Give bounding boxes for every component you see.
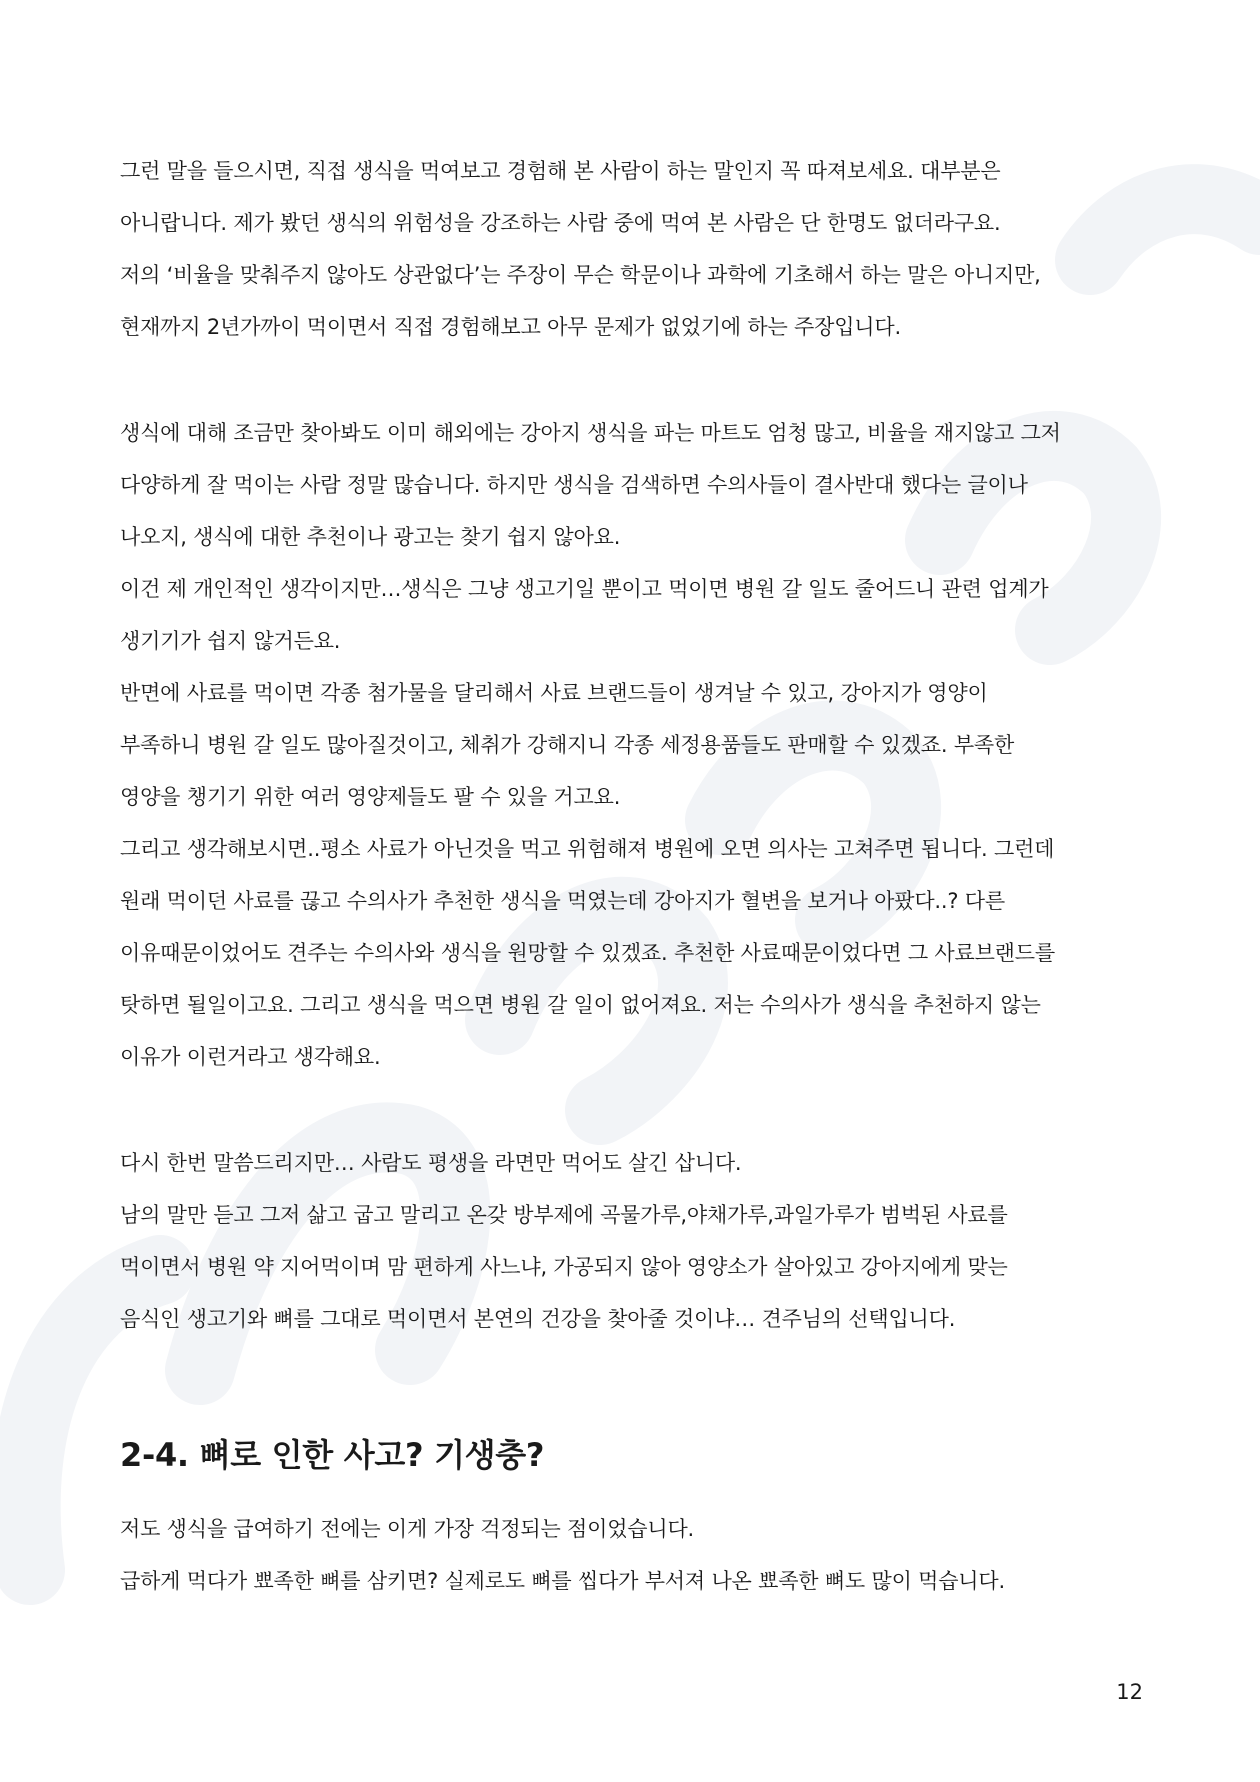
- text-line: 생식에 대해 조금만 찾아봐도 이미 해외에는 강아지 생식을 파는 마트도 엄청 많고, 비율을 재지않고 그저: [120, 421, 1061, 445]
- text-line: 저도 생식을 급여하기 전에는 이게 가장 걱정되는 점이었습니다.: [120, 1517, 695, 1541]
- text-line: 탓하면 될일이고요. 그리고 생식을 먹으면 병원 갈 일이 없어져요. 저는 수의사가 생식을 추천하지 않는: [120, 993, 1041, 1017]
- text-line: 반면에 사료를 먹이면 각종 첨가물을 달리해서 사료 브랜드들이 생겨날 수 있고, 강아지가 영양이: [120, 681, 988, 705]
- text-line: 이유때문이었어도 견주는 수의사와 생식을 원망할 수 있겠죠. 추천한 사료때문이었다면 그 사료브랜드를: [120, 941, 1055, 965]
- text-line: 저의 ‘비율을 맞춰주지 않아도 상관없다’는 주장이 무슨 학문이나 과학에 기초해서 하는 말은 아니지만,: [120, 263, 1041, 287]
- text-line: 그런 말을 들으시면, 직접 생식을 먹여보고 경험해 본 사람이 하는 말인지 꼭 따져보세요. 대부분은: [120, 159, 1001, 183]
- text-line: 영양을 챙기기 위한 여러 영양제들도 팔 수 있을 거고요.: [120, 785, 621, 809]
- text-line: 이건 제 개인적인 생각이지만…생식은 그냥 생고기일 뿐이고 먹이면 병원 갈 일도 줄어드니 관련 업계가: [120, 577, 1049, 601]
- text-line: 급하게 먹다가 뾰족한 뼈를 삼키면? 실제로도 뼈를 씹다가 부서져 나온 뾰족한 뼈도 많이 먹습니다.: [120, 1569, 1005, 1593]
- section-2-4: [120, 1425, 1150, 1607]
- text-line: 부족하니 병원 갈 일도 많아질것이고, 체취가 강해지니 각종 세정용품들도 판매할 수 있겠죠. 부족한: [120, 733, 1015, 757]
- text-line: 아니랍니다. 제가 봤던 생식의 위험성을 강조하는 사람 중에 먹여 본 사람은 단 한명도 없더라구요.: [120, 211, 1001, 235]
- text-line: 다시 한번 말씀드리지만… 사람도 평생을 라면만 먹어도 살긴 삽니다.: [120, 1151, 742, 1175]
- text-line: 남의 말만 듣고 그저 삶고 굽고 말리고 온갖 방부제에 곡물가루,야채가루,과일가루가 범벅된 사료를: [120, 1203, 1008, 1227]
- text-line: 먹이면서 병원 약 지어먹이며 맘 편하게 사느냐, 가공되지 않아 영양소가 살아있고 강아지에게 맞는: [120, 1255, 1008, 1279]
- text-line: 그리고 생각해보시면..평소 사료가 아닌것을 먹고 위험해져 병원에 오면 의사는 고쳐주면 됩니다. 그런데: [120, 837, 1055, 861]
- page-number: 12: [1116, 1680, 1143, 1704]
- text-line: 원래 먹이던 사료를 끊고 수의사가 추천한 생식을 먹였는데 강아지가 혈변을 보거나 아팠다..? 다른: [120, 889, 1005, 913]
- paragraph-gap: [120, 1083, 1150, 1137]
- paragraph-1: [120, 145, 1150, 353]
- paragraph-2: [120, 407, 1150, 1083]
- text-line: 현재까지 2년가까이 먹이면서 직접 경험해보고 아무 문제가 없었기에 하는 주장입니다.: [120, 315, 901, 339]
- text-line: 생기기가 쉽지 않거든요.: [120, 629, 341, 653]
- paragraph-gap: [120, 353, 1150, 407]
- document-body: [120, 145, 1150, 1607]
- text-line: 다양하게 잘 먹이는 사람 정말 많습니다. 하지만 생식을 검색하면 수의사들이 결사반대 했다는 글이나: [120, 473, 1028, 497]
- text-line: 나오지, 생식에 대한 추천이나 광고는 찾기 쉽지 않아요.: [120, 525, 621, 549]
- section-gap: [120, 1345, 1150, 1425]
- text-line: 이유가 이런거라고 생각해요.: [120, 1045, 381, 1069]
- text-line: 음식인 생고기와 뼈를 그대로 먹이면서 본연의 건강을 찾아줄 것이냐… 견주님의 선택입니다.: [120, 1307, 956, 1331]
- paragraph-3: [120, 1137, 1150, 1345]
- section-heading: 2-4. 뼈로 인한 사고? 기생충?: [120, 1436, 545, 1474]
